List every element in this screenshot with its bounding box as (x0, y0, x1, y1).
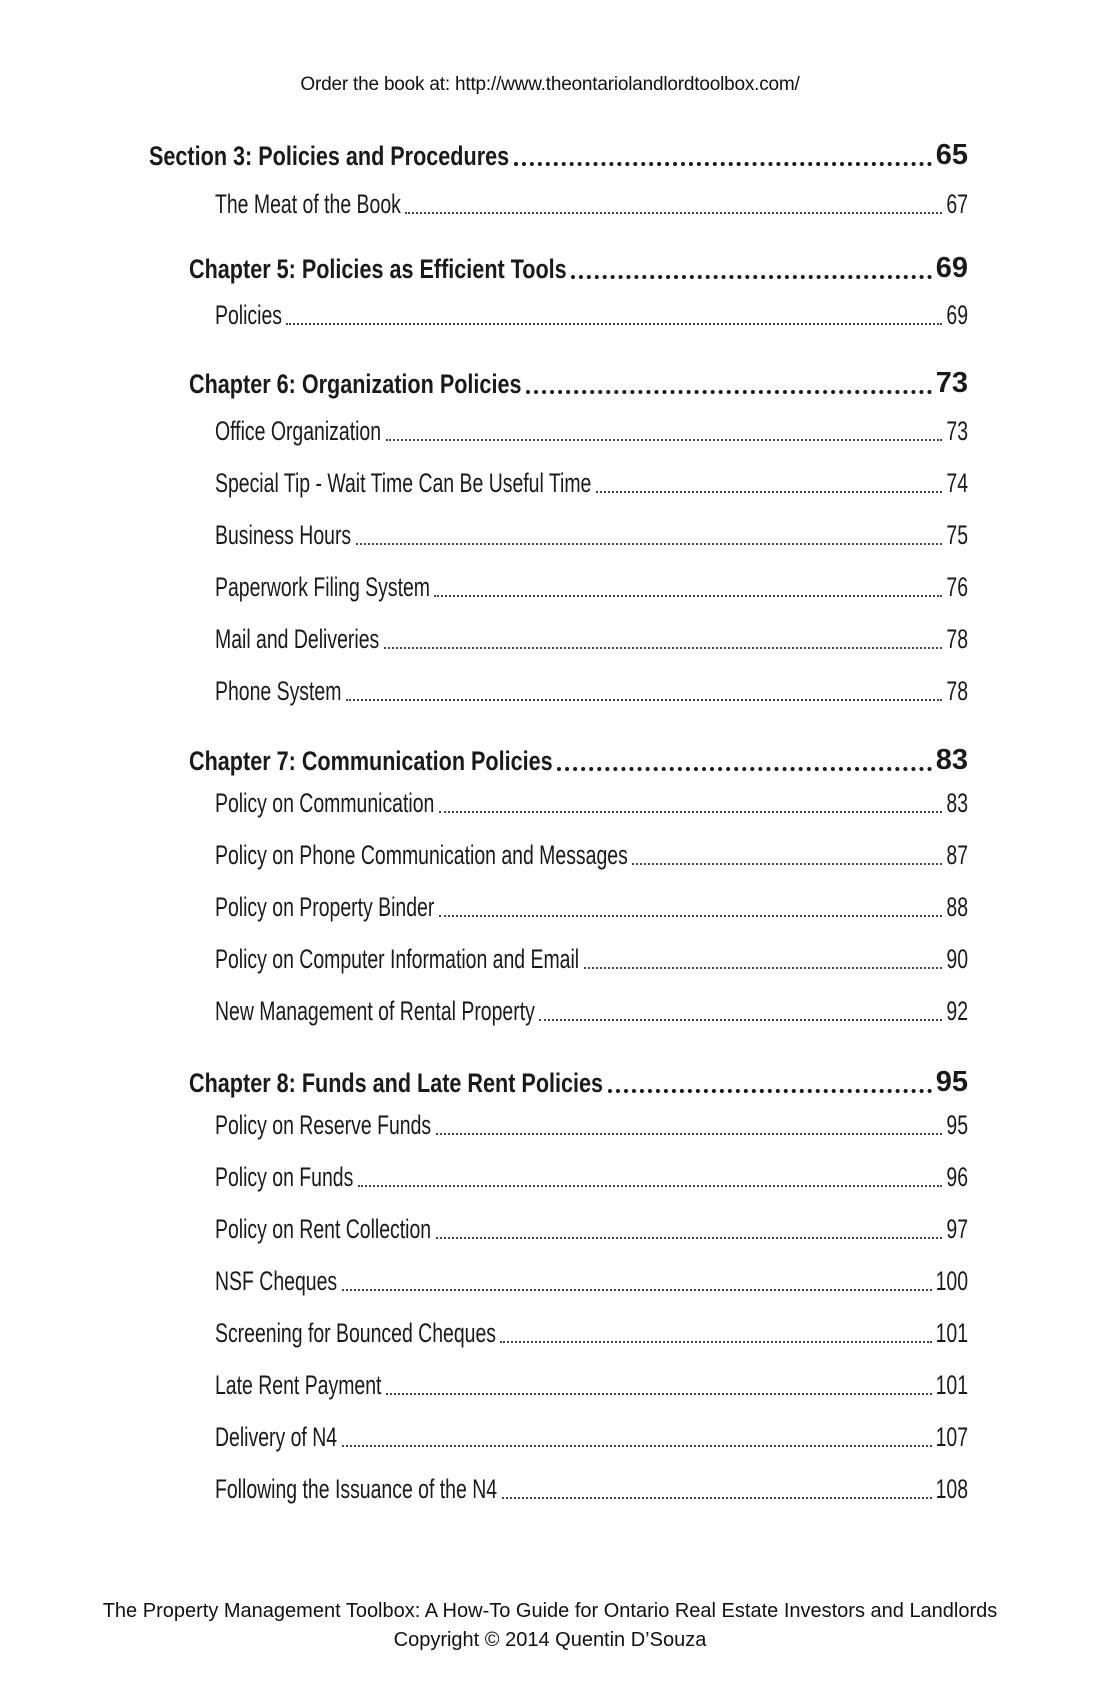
dot-leader (342, 1445, 932, 1447)
toc-title: Chapter 5: Policies as Efficient Tools (189, 254, 567, 284)
toc-title-wrap (215, 624, 380, 655)
dot-leader (436, 1133, 942, 1135)
toc-title: Phone System (215, 676, 342, 706)
toc-page-number: 76 (946, 572, 968, 602)
toc-page-number: 90 (946, 944, 968, 974)
toc-page-number: 97 (946, 1214, 968, 1244)
dot-leader (286, 323, 942, 325)
dot-leader (596, 491, 942, 493)
dot-leader (539, 1019, 942, 1021)
dot-leader (514, 162, 932, 166)
toc-page-number: 74 (946, 468, 968, 498)
toc-page-number: 92 (946, 996, 968, 1026)
toc-page-number: 107 (935, 1422, 968, 1452)
toc-page-number: 95 (935, 1066, 968, 1098)
toc-title: Screening for Bounced Cheques (215, 1318, 496, 1348)
toc-title: Policy on Funds (215, 1162, 354, 1192)
toc-title: Following the Issuance of the N4 (215, 1474, 498, 1504)
toc-entry-row[interactable] (215, 1111, 968, 1141)
footer-book-title: The Property Management Toolbox: A How-To Guide for Ontario Real Estate Investors and Landlords (102, 1600, 998, 1622)
toc-title-wrap (215, 1370, 382, 1401)
toc-title-wrap (189, 1068, 604, 1099)
toc-title-wrap (215, 468, 592, 499)
dot-leader (386, 439, 942, 441)
dot-leader (386, 1393, 932, 1395)
toc-title-wrap (215, 1422, 338, 1453)
toc-title-wrap (215, 840, 628, 871)
toc-page-number: 101 (935, 1318, 968, 1348)
toc-chapter-row[interactable] (189, 252, 968, 285)
toc-title-wrap (215, 1318, 496, 1349)
toc-title-wrap (215, 1110, 432, 1141)
dot-leader (632, 863, 942, 865)
footer-copyright: Copyright © 2014 Quentin D’Souza (393, 1629, 707, 1651)
toc-title-wrap (215, 788, 435, 819)
toc-title: New Management of Rental Property (215, 996, 535, 1026)
toc-title-wrap (215, 996, 535, 1027)
toc-entry-row[interactable] (215, 521, 968, 551)
toc-page-number: 75 (946, 520, 968, 550)
toc-title: NSF Cheques (215, 1266, 338, 1296)
order-book-link[interactable]: Order the book at: http://www.theontariolandlordtoolbox.com/ (300, 74, 800, 95)
toc-page-number: 100 (935, 1266, 968, 1296)
toc-entry-row[interactable] (215, 417, 968, 447)
toc-entry-row[interactable] (215, 677, 968, 707)
dot-leader (557, 767, 932, 771)
toc-title: Policy on Communication (215, 788, 435, 818)
dot-leader (384, 647, 942, 649)
toc-title: Office Organization (215, 416, 382, 446)
dot-leader (434, 595, 942, 597)
toc-page-number: 96 (946, 1162, 968, 1192)
toc-title: The Meat of the Book (215, 189, 401, 219)
toc-page-number: 83 (946, 788, 968, 818)
toc-page-number: 88 (946, 892, 968, 922)
toc-entry-row[interactable] (215, 469, 968, 499)
toc-page-number: 108 (935, 1474, 968, 1504)
toc-title-wrap (215, 1214, 432, 1245)
toc-page-number: 87 (946, 840, 968, 870)
dot-leader (584, 967, 942, 969)
toc-page-number: 73 (935, 367, 968, 399)
toc-title: Paperwork Filing System (215, 572, 430, 602)
toc-title: Chapter 8: Funds and Late Rent Policies (189, 1068, 604, 1098)
toc-title-wrap (215, 416, 382, 447)
toc-title-wrap (189, 746, 553, 777)
toc-title: Chapter 6: Organization Policies (189, 369, 522, 399)
dot-leader (356, 543, 942, 545)
dot-leader (436, 1237, 942, 1239)
toc-entry-row[interactable] (215, 190, 968, 220)
toc-title: Special Tip - Wait Time Can Be Useful Time (215, 468, 592, 498)
toc-title: Delivery of N4 (215, 1422, 338, 1452)
dot-leader (608, 1089, 932, 1093)
dot-leader (439, 811, 942, 813)
dot-leader (346, 699, 942, 701)
toc-title-wrap (149, 141, 510, 172)
toc-page-number: 101 (935, 1370, 968, 1400)
dot-leader (405, 212, 942, 214)
toc-entry-row[interactable] (215, 997, 968, 1027)
toc-title-wrap (215, 1266, 338, 1297)
toc-entry-row[interactable] (215, 1475, 968, 1505)
toc-page-number: 67 (946, 189, 968, 219)
toc-entry-row[interactable] (215, 893, 968, 923)
toc-entry-row[interactable] (215, 573, 968, 603)
toc-entry-row[interactable] (215, 1319, 968, 1349)
toc-title: Mail and Deliveries (215, 624, 380, 654)
toc-entry-row[interactable] (215, 1267, 968, 1297)
toc-title: Policy on Property Binder (215, 892, 435, 922)
toc-entry-row[interactable] (215, 625, 968, 655)
toc-title-wrap (215, 520, 352, 551)
toc-page-number: 65 (935, 139, 968, 171)
toc-page-number: 69 (935, 252, 968, 284)
toc-chapter-row[interactable] (189, 744, 968, 777)
toc-title-wrap (215, 1474, 498, 1505)
toc-page-number: 78 (946, 676, 968, 706)
toc-title: Policy on Rent Collection (215, 1214, 432, 1244)
toc-entry-row[interactable] (215, 841, 968, 871)
toc-title-wrap (215, 189, 401, 220)
toc-title-wrap (215, 300, 282, 331)
toc-page-number: 78 (946, 624, 968, 654)
toc-title: Policy on Reserve Funds (215, 1110, 432, 1140)
toc-title-wrap (215, 572, 430, 603)
toc-entry-row[interactable] (215, 945, 968, 975)
toc-entry-row[interactable] (215, 1423, 968, 1453)
toc-title: Section 3: Policies and Procedures (149, 141, 510, 171)
toc-chapter-row[interactable] (189, 367, 968, 400)
toc-title-wrap (215, 676, 342, 707)
toc-entry-row[interactable] (215, 789, 968, 819)
toc-title: Business Hours (215, 520, 352, 550)
toc-page-number: 73 (946, 416, 968, 446)
dot-leader (526, 390, 932, 394)
toc-entry-row[interactable] (215, 301, 968, 331)
toc-entry-row[interactable] (215, 1163, 968, 1193)
toc-title-wrap (189, 369, 522, 400)
toc-page-number: 95 (946, 1110, 968, 1140)
dot-leader (571, 275, 932, 279)
toc-title: Policy on Phone Communication and Messages (215, 840, 628, 870)
toc-title-wrap (215, 944, 580, 975)
toc-page-number: 83 (935, 744, 968, 776)
dot-leader (439, 915, 942, 917)
toc-title-wrap (215, 1162, 354, 1193)
toc-section-row[interactable] (149, 139, 968, 172)
toc-entry-row[interactable] (215, 1215, 968, 1245)
toc-page-number: 69 (946, 300, 968, 330)
toc-title: Policy on Computer Information and Email (215, 944, 580, 974)
toc-title: Chapter 7: Communication Policies (189, 746, 553, 776)
dot-leader (342, 1289, 932, 1291)
toc-title-wrap (215, 892, 435, 923)
toc-entry-row[interactable] (215, 1371, 968, 1401)
toc-chapter-row[interactable] (189, 1066, 968, 1099)
toc-title: Late Rent Payment (215, 1370, 382, 1400)
dot-leader (358, 1185, 942, 1187)
toc-title: Policies (215, 300, 282, 330)
toc-title-wrap (189, 254, 567, 285)
dot-leader (502, 1497, 932, 1499)
dot-leader (500, 1341, 932, 1343)
